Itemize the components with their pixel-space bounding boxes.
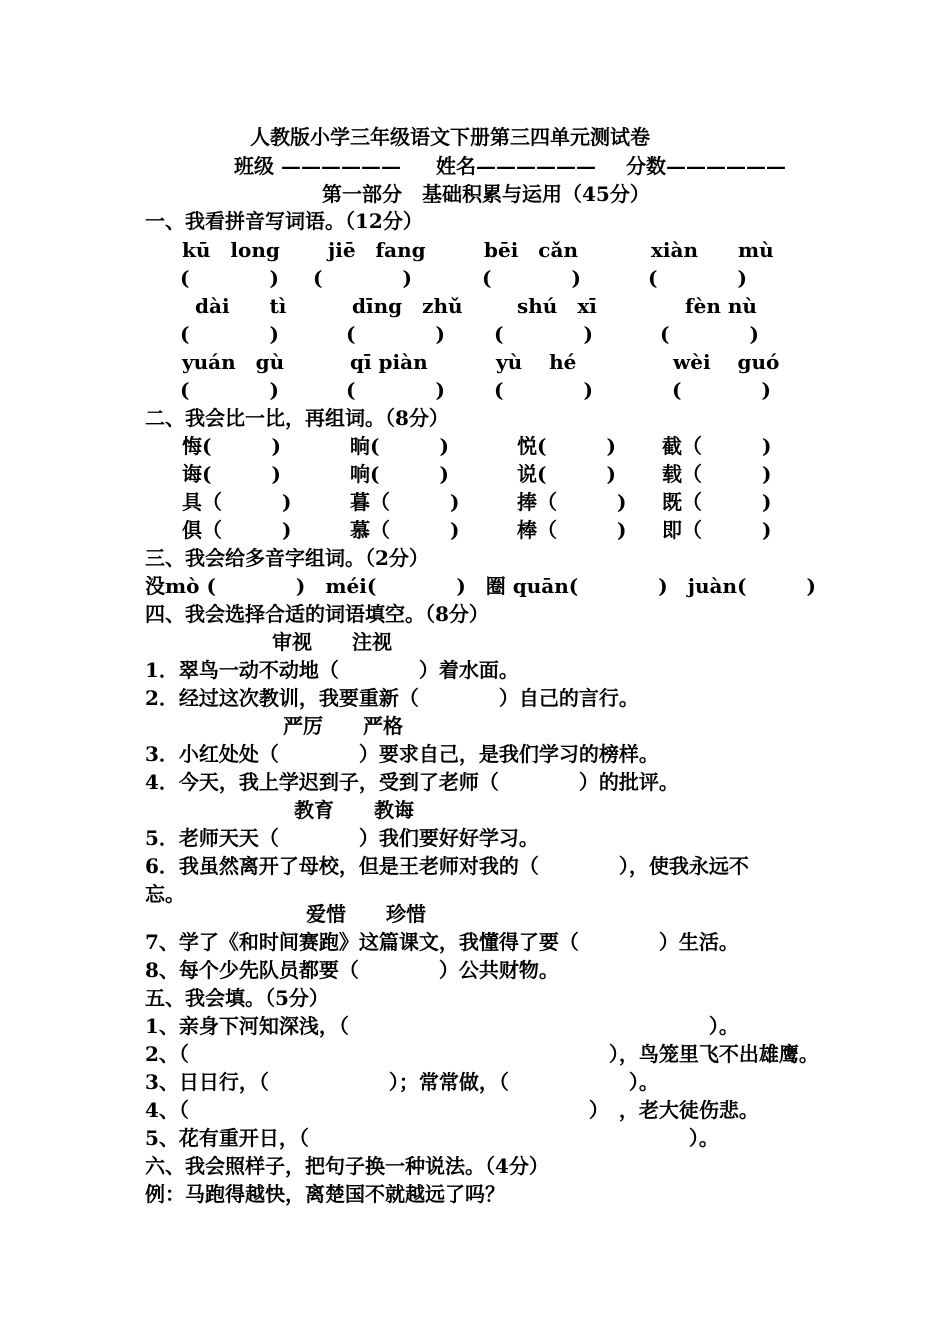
- fill-question[interactable]: 5、花有重开日，（ ）。: [145, 1126, 719, 1150]
- answer-blank[interactable]: ( ): [346, 322, 445, 346]
- answer-blank[interactable]: ( ): [660, 322, 759, 346]
- compare-item[interactable]: 晌( ): [350, 434, 449, 458]
- question-continued: 忘。: [145, 882, 185, 906]
- name-field: 姓名——————: [436, 154, 596, 178]
- fill-question[interactable]: 2、（ ），鸟笼里飞不出雄鹰。: [145, 1042, 819, 1066]
- pinyin-item: kū long: [182, 238, 280, 262]
- fill-question[interactable]: 1、亲身下河知深浅，（ ）。: [145, 1014, 739, 1038]
- polyphone-line[interactable]: 没mò ( ) méi( ) 圈 quān( ) juàn( ): [145, 574, 816, 598]
- question[interactable]: 3．小红处处（ ）要求自己，是我们学习的榜样。: [145, 742, 659, 766]
- word-pair: 严厉 严格: [283, 714, 403, 738]
- pinyin-item: wèi guó: [673, 350, 780, 374]
- compare-item[interactable]: 棒（ ): [517, 518, 627, 542]
- word-pair: 审视 注视: [272, 630, 392, 654]
- answer-blank[interactable]: ( ): [672, 378, 771, 402]
- compare-item[interactable]: 既（ ): [662, 490, 772, 514]
- answer-blank[interactable]: ( ): [648, 266, 747, 290]
- question[interactable]: 5．老师天天（ ）我们要好好学习。: [145, 826, 539, 850]
- compare-item[interactable]: 暮（ ): [350, 490, 460, 514]
- pinyin-item: yù hé: [496, 350, 577, 374]
- answer-blank[interactable]: ( ): [180, 266, 279, 290]
- pinyin-item: bēi cǎn: [484, 238, 578, 262]
- compare-item[interactable]: 慕（ ): [350, 518, 460, 542]
- question[interactable]: 4．今天，我上学迟到子，受到了老师（ ）的批评。: [145, 770, 679, 794]
- section-5-heading: 五、我会填。（5分）: [145, 986, 329, 1010]
- compare-item[interactable]: 具（ ): [182, 490, 292, 514]
- question[interactable]: 8、每个少先队员都要（ ）公共财物。: [145, 958, 559, 982]
- compare-item[interactable]: 悔( ): [182, 434, 281, 458]
- compare-item[interactable]: 响( ): [350, 462, 449, 486]
- answer-blank[interactable]: ( ): [346, 378, 445, 402]
- section-6-heading: 六、我会照样子，把句子换一种说法。（4分）: [145, 1154, 549, 1178]
- fill-question[interactable]: 4、（ ） ，老大徒伤悲。: [145, 1098, 759, 1122]
- fill-question[interactable]: 3、日日行，（ ）；常常做，（ ）。: [145, 1070, 659, 1094]
- answer-blank[interactable]: ( ): [180, 378, 279, 402]
- pinyin-item: xiàn mù: [651, 238, 774, 262]
- compare-item[interactable]: 说( ): [517, 462, 616, 486]
- compare-item[interactable]: 俱（ ): [182, 518, 292, 542]
- answer-blank[interactable]: ( ): [494, 322, 593, 346]
- part-heading: 第一部分 基础积累与运用（45分）: [322, 182, 650, 206]
- answer-blank[interactable]: ( ): [313, 266, 412, 290]
- section-3-heading: 三、我会给多音字组词。（2分）: [145, 546, 429, 570]
- compare-item[interactable]: 诲( ): [182, 462, 281, 486]
- page-title: 人教版小学三年级语文下册第三四单元测试卷: [250, 125, 650, 149]
- example-sentence: 例：马跑得越快，离楚国不就越远了吗？: [145, 1182, 505, 1206]
- answer-blank[interactable]: ( ): [494, 378, 593, 402]
- class-field: 班级 ——————: [234, 154, 401, 178]
- answer-blank[interactable]: ( ): [180, 322, 279, 346]
- pinyin-item: fèn nù: [685, 294, 757, 318]
- section-2-heading: 二、我会比一比，再组词。（8分）: [145, 406, 449, 430]
- section-4-heading: 四、我会选择合适的词语填空。（8分）: [145, 602, 489, 626]
- pinyin-item: qī piàn: [350, 350, 428, 374]
- question[interactable]: 2．经过这次教训，我要重新（ ）自己的言行。: [145, 686, 639, 710]
- compare-item[interactable]: 即（ ): [662, 518, 772, 542]
- pinyin-item: shú xī: [517, 294, 597, 318]
- compare-item[interactable]: 截（ ): [662, 434, 772, 458]
- pinyin-item: dài tì: [195, 294, 287, 318]
- question[interactable]: 1．翠鸟一动不动地（ ）着水面。: [145, 658, 519, 682]
- compare-item[interactable]: 悦( ): [517, 434, 616, 458]
- section-1-heading: 一、我看拼音写词语。（12分）: [145, 209, 423, 233]
- pinyin-item: dīng zhǔ: [352, 294, 463, 318]
- pinyin-item: yuán gù: [182, 350, 285, 374]
- answer-blank[interactable]: ( ): [482, 266, 581, 290]
- pinyin-item: jiē fang: [328, 238, 426, 262]
- word-pair: 教育 教诲: [294, 798, 414, 822]
- word-pair: 爱惜 珍惜: [306, 902, 426, 926]
- compare-item[interactable]: 捧（ ): [517, 490, 627, 514]
- question[interactable]: 6．我虽然离开了母校，但是王老师对我的（ ），使我永远不: [145, 854, 749, 878]
- compare-item[interactable]: 载（ ): [662, 462, 772, 486]
- question[interactable]: 7、学了《和时间赛跑》这篇课文，我懂得了要（ ）生活。: [145, 930, 739, 954]
- score-field: 分数——————: [626, 154, 786, 178]
